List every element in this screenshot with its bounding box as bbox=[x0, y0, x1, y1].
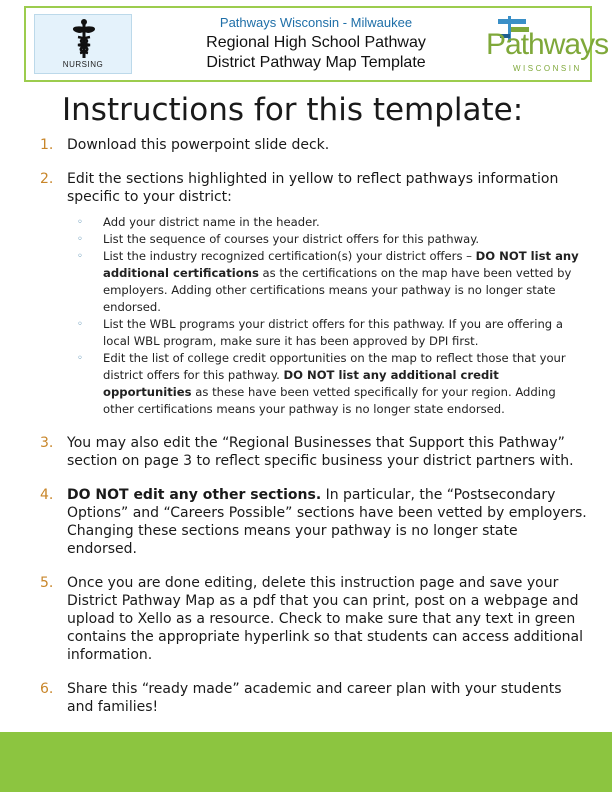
instruction-steps bbox=[40, 136, 588, 732]
step-number: 4. bbox=[40, 487, 54, 503]
substep-text: List the industry recognized certification(s) your district offers – bbox=[103, 249, 476, 263]
brand-wordmark: Pathways bbox=[486, 28, 609, 61]
substep-emphasis: DO NOT list any additional credit opportunities bbox=[103, 368, 499, 399]
substep-text: List the WBL programs your district offers for this pathway. If you are offering a local WBL program, make sure it has been approved by DPI first. bbox=[103, 317, 563, 348]
step-number: 2. bbox=[40, 171, 54, 187]
step-item bbox=[40, 170, 588, 418]
substep-item bbox=[77, 350, 588, 418]
step-item bbox=[40, 434, 588, 470]
step-item bbox=[40, 680, 588, 716]
page-header bbox=[24, 6, 609, 82]
caduceus-icon bbox=[68, 18, 100, 60]
step-item bbox=[40, 486, 588, 558]
instructions-heading: Instructions for this template: bbox=[62, 92, 524, 128]
substep-item bbox=[77, 214, 588, 231]
step-number: 3. bbox=[40, 435, 54, 451]
substep-text: as the certifications on the map have been vetted by employers. Adding other certifications means your pathway is no longer state endorsed. bbox=[103, 266, 572, 314]
header-title-line1: Regional High School Pathway bbox=[206, 34, 426, 51]
footer-bar bbox=[0, 732, 612, 792]
substep-item bbox=[77, 248, 588, 316]
substep-text: List the sequence of courses your district offers for this pathway. bbox=[103, 232, 480, 246]
logo-label: NURSING bbox=[62, 60, 104, 69]
step-text: Share this “ready made” academic and career plan with your students and families! bbox=[67, 681, 562, 715]
step-text: You may also edit the “Regional Businesses that Support this Pathway” section on page 3 to reflect specific business your district partners with. bbox=[67, 435, 574, 469]
step-text: Edit the sections highlighted in yellow to reflect pathways information specific to your district: bbox=[67, 171, 559, 205]
step-text: Once you are done editing, delete this instruction page and save your District Pathway Map as a pdf that you can print, post on a webpage and upload to Xello as a resource. Check to make sure that any text in green contains the appropriate hyperlink so that students can access additional information. bbox=[67, 575, 583, 663]
step-emphasis: DO NOT edit any other sections. bbox=[67, 487, 322, 503]
step-text: In particular, the “Postsecondary Options” and “Careers Possible” sections have been vetted by employers. Changing these sections means your pathway is no longer state endorsed. bbox=[67, 487, 587, 557]
pathways-wisconsin-logo bbox=[482, 16, 609, 76]
step-number: 5. bbox=[40, 575, 54, 591]
substep-text: Edit the list of college credit opportunities on the map to reflect those that your district offers for this pathway. bbox=[103, 351, 566, 382]
step-item bbox=[40, 136, 588, 154]
nursing-logo bbox=[34, 14, 132, 74]
substep-list bbox=[77, 214, 588, 418]
step-item bbox=[40, 574, 588, 664]
brand-subtext: WISCONSIN bbox=[513, 64, 582, 73]
header-subtitle: Pathways Wisconsin - Milwaukee bbox=[219, 15, 413, 30]
step-number: 6. bbox=[40, 681, 54, 697]
substep-item bbox=[77, 231, 588, 248]
substep-text: as these have been vetted specifically for your region. Adding other certifications means your pathway is no longer state endorsed. bbox=[103, 385, 556, 416]
substep-emphasis: DO NOT list any additional certifications bbox=[103, 249, 579, 280]
substep-item bbox=[77, 316, 588, 350]
substep-text: Add your district name in the header. bbox=[103, 215, 320, 229]
header-title-line2: District Pathway Map Template bbox=[206, 54, 426, 71]
header-title bbox=[166, 33, 466, 73]
step-number: 1. bbox=[40, 137, 54, 153]
step-text: Download this powerpoint slide deck. bbox=[67, 137, 330, 153]
